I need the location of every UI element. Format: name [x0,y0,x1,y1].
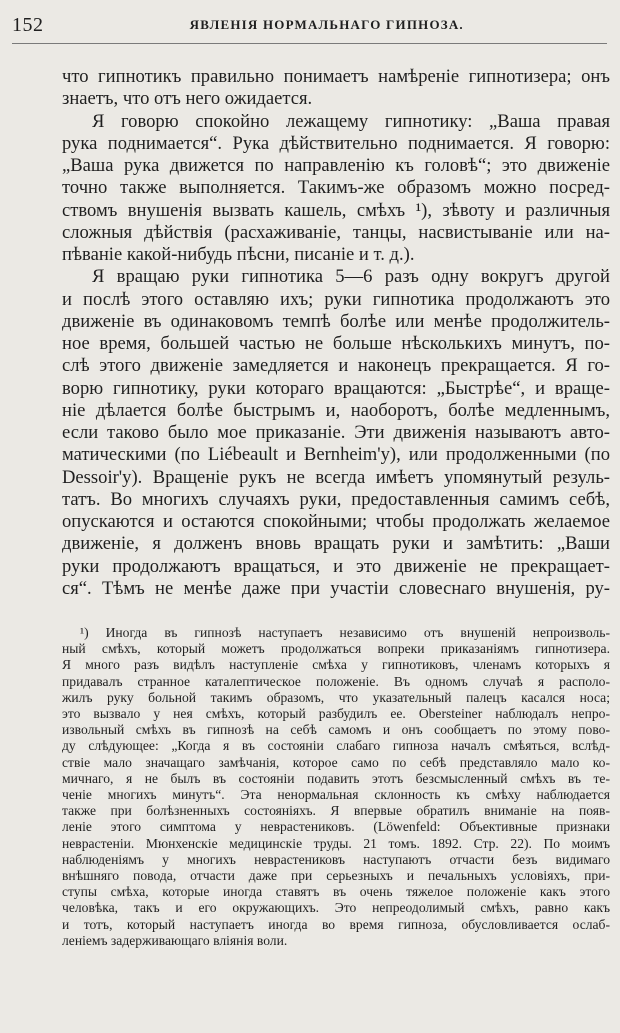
footnote-line: ный смѣхъ, который можетъ продолжаться вопреки приказаніямъ гипнотизера. [62,641,610,657]
body-line: ніе дѣлается болѣе быстрымъ и, наоборотъ, болѣе медленнымъ, [62,399,610,421]
body-line: „Ваша рука движется по направленію къ головѣ“; это движеніе [62,155,610,176]
footnote-line: внѣшняго повода, отчасти даже при серьезныхъ и печальныхъ условіяхъ, при- [62,868,610,884]
footnote-line: человѣка, такъ и его окружающихъ. Это непреодолимый смѣхъ, равно какъ [62,900,610,916]
body-line: ствомъ внушенія вызвать кашель, смѣхъ ¹), зѣвоту и различныя [62,199,610,221]
body-line: сложныя дѣйствія (расхаживаніе, танцы, насвистываніе или на- [62,221,610,243]
body-line: Я говорю спокойно лежащему гипнотику: „Ваша правая [92,110,610,132]
footnote-line: извольный смѣхъ въ гипнозѣ на себѣ самомъ и онъ сообщаетъ по этому пово- [62,722,610,738]
footnote-line: Я много разъ видѣлъ наступленіе смѣха у гипнотиковъ, членамъ которыхъ я [62,657,610,673]
body-line: и послѣ этого оставляю ихъ; руки гипнотика продолжаютъ это [62,288,610,310]
footnote-line: леніемъ задерживающаго вліянія воли. [62,932,288,948]
footnote-line: это вызвало у нея смѣхъ, который разбудилъ ее. Obersteiner наблюдалъ непро- [62,706,610,722]
footnote-line: леніе этого симптома у неврастениковъ. (Löwenfeld: Объективные признаки [62,819,610,835]
footnote-line: наблюденіямъ у многихъ неврастениковъ наступаютъ отчасти безъ видимаго [62,851,610,867]
footnote-line: ступы смѣха, которые иногда ставятъ въ очень тяжелое положеніе какъ этого [62,884,610,900]
page-number: 152 [12,13,44,36]
body-line: Я вращаю руки гипнотика 5—6 разъ одну вокругъ другой [92,266,610,288]
body-line: татъ. Во многихъ случаяхъ руки, предоставленныя самимъ себѣ, [62,488,610,510]
footnote-line: также при болѣзненныхъ состояніяхъ. Я впервые обратилъ вниманіе на появ- [62,803,610,819]
body-line: матическими (по Liébeault и Bernheim'у), или продолженными (по [62,444,610,466]
header-rule [12,43,607,44]
body-line: что гипнотикъ правильно понимаетъ намѣреніе гипнотизера; онъ [62,66,610,87]
footnote-line: ¹) Иногда въ гипнозѣ наступаетъ независимо отъ внушеній непроизволь- [80,625,610,640]
body-line: пѣваніе какой-нибудь пѣсни, писаніе и т. д.). [62,244,415,265]
body-line: рука поднимается“. Рука дѣйствительно поднимается. Я говорю: [62,132,610,154]
body-line: слѣ этого движеніе замедляется и наконецъ прекращается. Я го- [62,355,610,377]
body-line: знаетъ, что отъ него ожидается. [62,88,313,110]
body-line: опускаются и остаются спокойными; чтобы продолжать желаемое [62,511,610,532]
footnote-line: придавалъ странное каталептическое положеніе. Въ одномъ случаѣ я располо- [62,673,610,689]
footnote-line: жилъ руку больной такимъ образомъ, что указательный палецъ касался носа; [62,689,610,705]
body-line: движеніе въ одинаковомъ темпѣ болѣе или менѣе продолжитель- [62,310,610,332]
body-line: Dessoir'у). Вращеніе рукъ не всегда имѣетъ упомянутый резуль- [62,466,610,488]
footnote-line: ду слѣдующее: „Когда я въ состояніи слабаго гипноза началъ смѣяться, вслѣд- [62,738,610,754]
footnote-line: неврастеніи. Мюнхенскіе медицинскіе труды. 21 томъ. 1892. Стр. 22). По моимъ [62,835,610,851]
running-title: ЯВЛЕНІЯ НОРМАЛЬНАГО ГИПНОЗА. [189,17,464,32]
body-line: движеніе, я долженъ вновь вращать руки и замѣтить: „Ваши [62,533,610,555]
footnote-line: и тотъ, который наступаетъ иногда во время гипноза, обусловливается ослаб- [62,916,610,932]
footnote-line: мичнаго, я не былъ въ состояніи подавить этотъ безсмысленный смѣхъ въ те- [62,770,610,786]
body-line: руки продолжаютъ вращаться, и это движеніе не прекращает- [62,555,610,577]
footnote-line: ствіе мало значащаго замѣчанія, которое само по себѣ представляло мало ко- [62,754,610,770]
page-header [12,10,610,40]
body-line: если таково было мое приказаніе. Эти движенія называютъ авто- [62,422,610,443]
body-line: ся“. Тѣмъ не менѣе даже при участіи словеснаго внушенія, ру- [62,577,610,599]
footnote-block [62,625,610,949]
body-line: ворю гипнотику, руки котораго вращаются: „Быстрѣе“, и враще- [62,377,610,399]
body-line: точно также выполняется. Такимъ-же образомъ можно посред- [62,177,610,199]
footnote-line: ченіе многихъ минутъ“. Эта ненормальная склонность къ смѣху наблюдается [62,787,610,803]
body-text [62,66,610,600]
body-line: ное время, большей частью не больше нѣсколькихъ минутъ, по- [62,333,610,354]
